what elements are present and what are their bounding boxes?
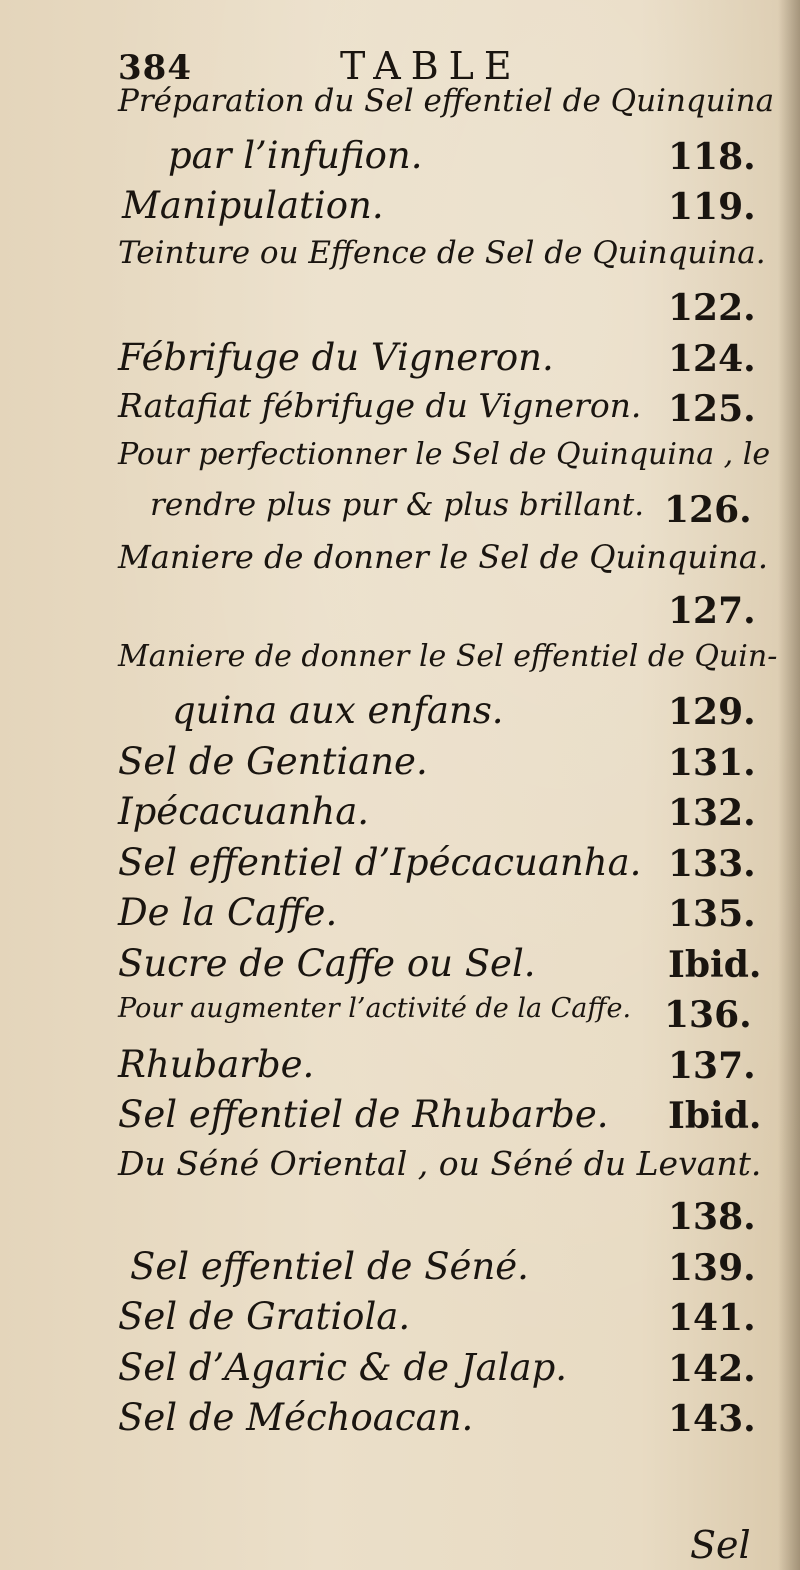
entry-page-number: 131. (668, 742, 756, 784)
entry-text: Pour augmenter l’activité de la Caffe. (118, 993, 632, 1024)
entry-text: Sel de Gratiola. (118, 1295, 411, 1338)
page-number: 384 (118, 48, 192, 88)
running-head: TABLE (340, 44, 522, 88)
entry-page-number: 132. (668, 792, 756, 834)
entry-page-number: 142. (668, 1348, 756, 1390)
entry-page-number: 118. (668, 136, 756, 178)
entry-text: Du Séné Oriental , ou Séné du Levant. (118, 1144, 762, 1183)
catchword: Sel (690, 1523, 751, 1567)
entry-page-number: 127. (668, 590, 756, 632)
entry-text: Maniere de donner le Sel effentiel de Quin- (118, 639, 778, 674)
entry-text: Teinture ou Effence de Sel de Quinquina. (118, 235, 766, 271)
entry-text: Préparation du Sel effentiel de Quinquina (118, 83, 775, 119)
entry-page-number: 139. (668, 1247, 756, 1289)
entry-page-number: Ibid. (668, 1095, 762, 1137)
entry-page-number: 133. (668, 843, 756, 885)
entry-page-number: 124. (668, 338, 756, 380)
entry-page-number: 138. (668, 1196, 756, 1238)
entry-text: Rhubarbe. (118, 1043, 315, 1086)
entry-page-number: 135. (668, 893, 756, 935)
entry-text: Sel effentiel d’Ipécacuanha. (118, 841, 642, 884)
entry-page-number: 125. (668, 388, 756, 430)
entry-text: De la Caffe. (118, 891, 338, 934)
entry-page-number: 129. (668, 691, 756, 733)
entry-text: Sel de Gentiane. (118, 740, 428, 783)
entry-text: rendre plus pur & plus brillant. (150, 487, 645, 523)
entry-text: Sel effentiel de Rhubarbe. (118, 1093, 609, 1136)
entry-text: Manipulation. (122, 184, 384, 227)
entry-text: Sel d’Agaric & de Jalap. (118, 1346, 568, 1389)
entry-page-number: 126. (664, 489, 752, 531)
entry-page-number: 141. (668, 1297, 756, 1339)
entry-text: Ratafiat fébrifuge du Vigneron. (118, 386, 642, 425)
entry-text: Pour perfectionner le Sel de Quinquina , le (118, 437, 771, 472)
entry-page-number: 122. (668, 287, 756, 329)
entry-text: par l’infufion. (168, 134, 423, 177)
entry-page-number: 143. (668, 1398, 756, 1440)
entry-text: Sel de Méchoacan. (118, 1396, 474, 1439)
entry-text: Maniere de donner le Sel de Quinquina. (118, 538, 769, 576)
entry-text: Ipécacuanha. (118, 790, 370, 833)
entry-text: quina aux enfans. (172, 689, 504, 732)
entry-page-number: 137. (668, 1045, 756, 1087)
entry-text: Sucre de Caffe ou Sel. (118, 942, 536, 985)
entry-text: Fébrifuge du Vigneron. (118, 336, 554, 379)
entry-page-number: 136. (664, 994, 752, 1036)
entry-page-number: 119. (668, 186, 756, 228)
entry-page-number: Ibid. (668, 944, 762, 986)
entry-text: Sel effentiel de Séné. (130, 1245, 529, 1288)
